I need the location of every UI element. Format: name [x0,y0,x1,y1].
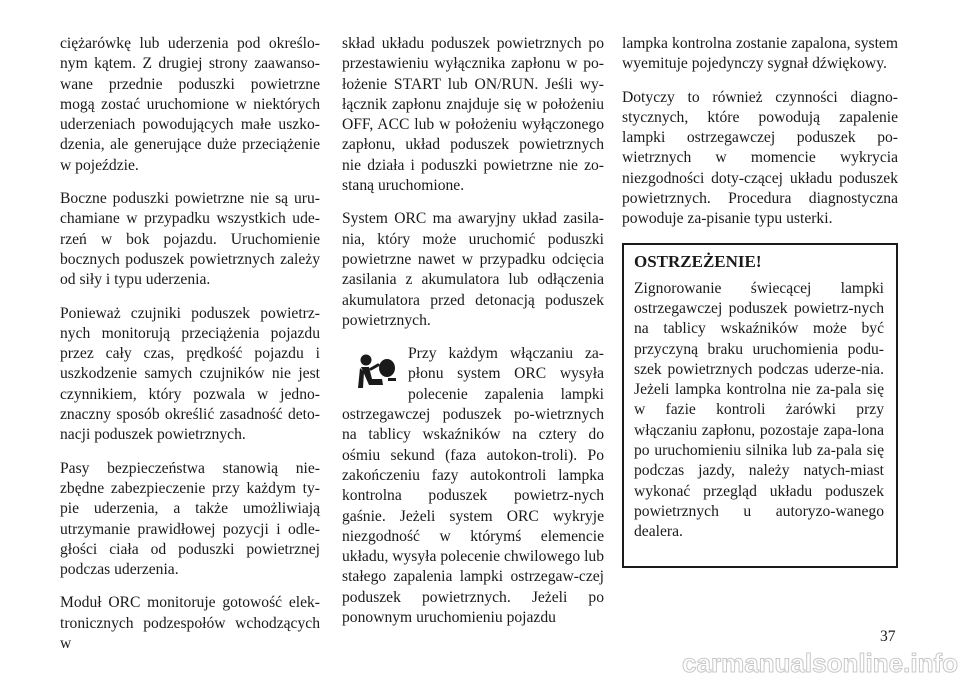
text-column-3 [622,34,898,568]
paragraph: Moduł ORC monitoruje gotowość elek-tronicznych podzespołów wchodzących w [60,594,320,653]
paragraph: Ponieważ czujniki poduszek powietrz-nych monitorują przeciążenia pojazdu przez cały czas, prędkość pojazdu i uszkodzenie samych czujników nie jest czynnikiem, który pozwala w jedno-znaczny sposób określić zasadność deto-nacji poduszek powietrznych. [60,304,320,444]
airbag-warning-paragraph [342,344,604,628]
paragraph: lampka kontrolna zostanie zapalona, system wyemituje pojedynczy sygnał dźwiękowy. [622,35,898,73]
warning-title: OSTRZEŻENIE! [634,251,762,271]
paragraph: Boczne poduszki powietrzne nie są uru-chamiane w przypadku wszystkich ude-rzeń w bok pojazdu. Uruchomienie bocznych poduszek powietrznych zależy od siły i typu uderzenia. [60,190,320,289]
paragraph: System ORC ma awaryjny układ zasila-nia, który może uruchomić poduszki powietrzne nawet w przypadku odcięcia zasilania z akumulatora lub odłączenia akumulatora przed detonacją poduszek powietrznych. [342,210,604,329]
svg-text:carmanualsonline.info: carmanualsonline.info [682,648,958,678]
paragraph: Przy każdym włączaniu za-płonu system ORC wysyła polecenie zapalenia lampki ostrzegawczej poduszek po-wietrznych na tablicy wskaźników na cztery do ośmiu sekund (faza autokon-troli). Po zakończeniu fazy autokontroli lampka kontrolna poduszek powietrz-nych gaśnie. Jeżeli system ORC wykryje niezgodność w którymś elemencie układu, wysyła polecenie chwilowego lub stałego zapalenia lampki ostrzegaw-czej poduszek powietrznych. Jeżeli po ponownym uruchomieniu pojazdu [342,345,604,627]
text-column-2 [342,34,604,641]
paragraph: ciężarówkę lub uderzenia pod określo-nym kątem. Z drugiej strony zaawanso-wane przednie poduszki powietrzne mogą zostać uruchomione w niektórych uderzeniach powodujących małe uszko-dzenia, ale generujące duże przeciążenie w pojeździe. [60,35,320,174]
warning-box [622,243,898,568]
paragraph: Pasy bezpieczeństwa stanowią nie-zbędne zabezpieczenie przy każdym ty-pie uderzenia, a także umożliwiają utrzymanie prawidłowej pozycji i odle-głości ciała od poduszki powietrznej podczas uderzenia. [60,459,320,579]
text-column-1 [60,34,320,667]
paragraph: skład układu poduszek powietrznych po przestawieniu wyłącznika zapłonu w po-łożenie START lub ON/RUN. Jeśli wy-łącznik zapłonu znajduje się w położeniu OFF, ACC lub w położeniu wyłączonego zapłonu, układ poduszek powietrznych nie działa i poduszki powietrzne nie zo-staną uruchomione. [342,35,604,195]
paragraph: Dotyczy to również czynności diagno-stycznych, które powodują zapalenie lampki ostrzegawczej poduszek po-wietrznych w momencie wykrycia niezgodności doty-czącej układu poduszek powietrznych. Procedura diagnostyczna powoduje za-pisanie typu usterki. [622,88,898,228]
airbag-warning-icon [352,352,404,392]
watermark-logo [560,648,960,678]
warning-text: Zignorowanie świecącej lampki ostrzegawczej poduszek powietrz-nych na tablicy wskaźników może być przyczyną braku uruchomienia podu-szek powietrznych podczas uderze-nia. Jeżeli lampka kontrolna nie za-pala się w fazie kontroli żarówki przy włączaniu zapłonu, pozostaje zapa-lona po uruchomieniu silnika lub za-pala się podczas jazdy, należy natych-miast wykonać przegląd układu poduszek powietrznych u autoryzo-wanego dealera. [634,279,884,541]
page-number: 37 [880,628,896,645]
